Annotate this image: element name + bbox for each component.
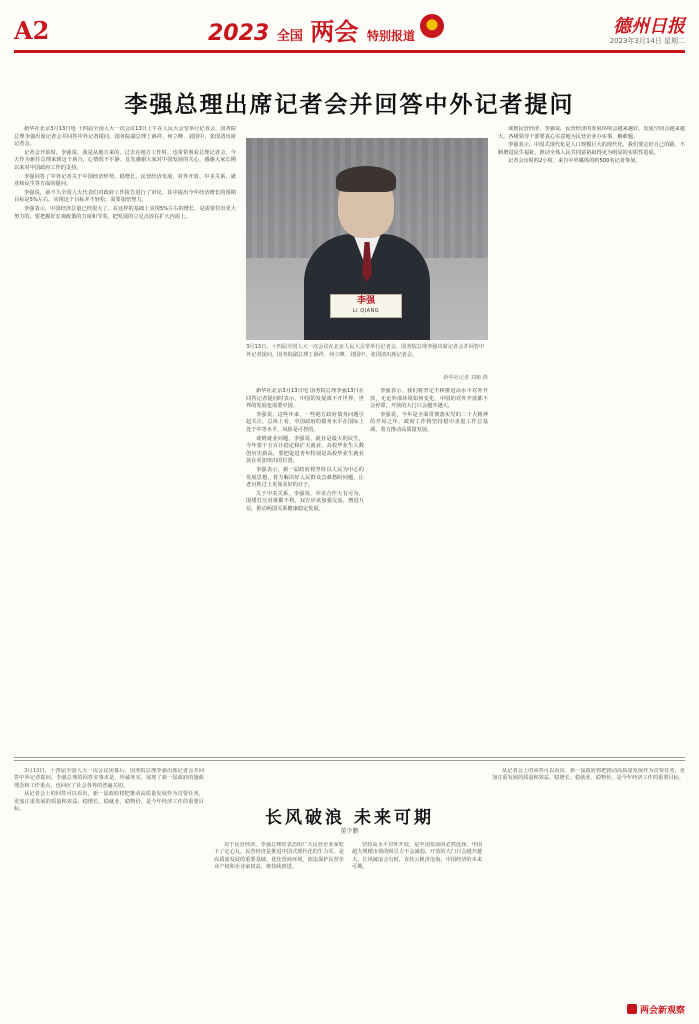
paragraph: 记者会历时约2小时，来自中外媒体的约500名记者参加。: [508, 158, 641, 165]
photo-hair: [336, 166, 396, 192]
article-column-3: [246, 388, 364, 752]
commentary-column-2: [214, 842, 344, 996]
paragraph: 李强说，这些年来，一些地方政府债务问题引起关注，总体上看，中国政府的债务水平在国际上处于中等水平，风险是可控的。: [246, 411, 364, 433]
paragraph: 李强表示，中国式现代化是人口规模巨大的现代化，我们要走好自己的路，不断增进民生福祉，推动全体人民共同富裕取得更为明显的实质性进展。: [498, 142, 685, 156]
issue-date: 2023年3月14日 星期二: [609, 37, 685, 45]
banner-lianghui: 两会: [310, 17, 359, 46]
paragraph: 李强说，前不久全国人大代表们对政府工作报告进行了审议，其中提出今年经济增长的预期目标是5%左右。实现这个目标并不轻松，需要加倍努力。: [14, 189, 236, 204]
headline: 李强总理出席记者会并回答中外记者提问: [124, 92, 575, 118]
paragraph: 谈到就业问题，李强说，就业是最大的民生，今年要千方百计稳定和扩大就业。高校毕业生人数创历史新高，要把促进青年特别是高校毕业生就业放在更加突出的位置。: [246, 435, 364, 465]
paragraph: 3月13日，十四届全国人大一次会议闭幕后，国务院总理李强出席记者会并回答中外记者提问。李强总理的回答实事求是、坦诚务实，展现了新一届政府的施政理念和工作重点，也回应了社会各界的普遍关切。: [14, 768, 204, 789]
commentary-title: 长风破浪 未来可期: [265, 808, 434, 828]
nameplate-chinese: 李强: [356, 296, 375, 306]
nameplate: [330, 294, 402, 318]
commentary-column-3: [352, 842, 482, 996]
photo-credit: 新华社记者 刘彬 摄: [443, 375, 488, 381]
banner-national: 全国: [276, 29, 303, 44]
paragraph: 对于民营经济，李强总理的表态给广大民营企业家吃下了定心丸。民营经济是推进中国式现代化的生力军，是高质量发展的重要基础。优化营商环境，依法保护民营企业产权和企业家权益，将持续推进。: [214, 842, 344, 871]
footer-label: 两会新观察: [639, 1006, 685, 1016]
premier-photo: [246, 138, 488, 340]
paragraph: 从记者会上的回答可以看出，新一届政府将把推动高质量发展作为首要任务，更加注重发展的质量和效益。稳增长、稳就业、稳物价，是今年经济工作的重要目标。: [14, 791, 204, 813]
header-rule: [14, 50, 685, 53]
paragraph: 关于中美关系，李强说，中美合作大有可为，围堵打压对谁都不利。双方应该加强交流、增进互信，推动两国关系健康稳定发展。: [246, 490, 364, 512]
article-column-4: [498, 126, 685, 752]
section-divider: [14, 757, 685, 758]
paragraph: 谈到民营经济，李强说，民营经济的发展环境会越来越好，发展空间会越来越大。各级领导干部要真心实意地为民营企业办实事、解难题。: [498, 126, 685, 140]
newspaper-logo: 德州日报: [613, 16, 685, 37]
article-column-3b: [370, 388, 488, 752]
paragraph: 李强表示，新一届政府将坚持以人民为中心的发展思想，着力解决好人民群众急难愁盼问题，让老百姓过上更加美好的日子。: [246, 466, 364, 489]
page-number: A2: [14, 16, 50, 45]
commentary-author: 董少鹏: [340, 828, 359, 835]
page-header: [14, 10, 685, 52]
paragraph: 李强说，今年是全面贯彻落实党的二十大精神的开局之年，政府工作将坚持稳中求进工作总基调，着力推动高质量发展。: [370, 411, 488, 433]
nameplate-english: LI QIANG: [352, 308, 380, 314]
national-emblem-icon: [420, 14, 444, 38]
banner-special: 特别报道: [366, 29, 415, 43]
paragraph: 李强回答了中外记者关于中国经济形势、稳增长、民营经济发展、对外开放、中美关系、就业和民生等方面的提问。: [14, 173, 236, 188]
paragraph: 坚持高水平对外开放，是中国发展的必然选择。中国超大规模市场的吸引力不会减弱，开放的大门只会越开越大。长风破浪会有时，直挂云帆济沧海，中国经济的未来可期。: [352, 842, 482, 871]
paragraph: 新华社北京3月13日电 十四届全国人大一次会议13日上午在人民大会堂举行记者会，国务院总理李强出席记者会并回答中外记者提问。国务院副总理丁薛祥、何立峰、刘国中、张国清出席记者会。: [14, 126, 236, 148]
paragraph: 记者会开始时，李强说，我是从地方来的，过去在地方工作时，也常常观看总理记者会，今天作为新任总理来到这个场合，心情很不平静。首先感谢大家对中国发展的关心，感谢大家长期以来对中国政府工作的支持。: [14, 149, 236, 171]
lianghui-badge-icon: [627, 1004, 637, 1014]
section-footer: [627, 1003, 685, 1016]
section-divider: [14, 760, 685, 761]
paragraph: 新华社北京3月13日电 国务院总理李强13日在回答记者提问时表示，中国的发展离不开世界，世界的发展也需要中国。: [246, 388, 364, 410]
paragraph: 李强表示，中国经济总量已经很大了，在这样的基础上实现5%左右的增长，是需要付出更大努力的。要把握好宏观政策的力度和节奏，把发展的立足点放在扩大内需上。: [14, 205, 236, 220]
paragraph: 李强表示，我们将坚定不移推进高水平对外开放，无论外部环境如何变化，中国的对外开放都不会停滞，开放的大门只会越开越大。: [370, 388, 488, 410]
photo-caption: 3月13日，十四届全国人大一次会议在北京人民大会堂举行记者会，国务院总理李强出席记者会并回答中外记者提问。国务院副总理丁薛祥、何立峰、刘国中、张国清出席记者会。: [246, 344, 485, 358]
commentary-column-4: [492, 768, 685, 996]
special-report-banner: [208, 12, 415, 47]
paragraph: 从记者会上的回答可以看出，新一届政府将把推动高质量发展作为首要任务，更加注重发展的质量和效益。稳增长、稳就业、稳物价，是今年经济工作的重要目标。: [492, 768, 685, 782]
banner-year: 2023: [208, 21, 270, 46]
article-column-1: [14, 126, 236, 752]
